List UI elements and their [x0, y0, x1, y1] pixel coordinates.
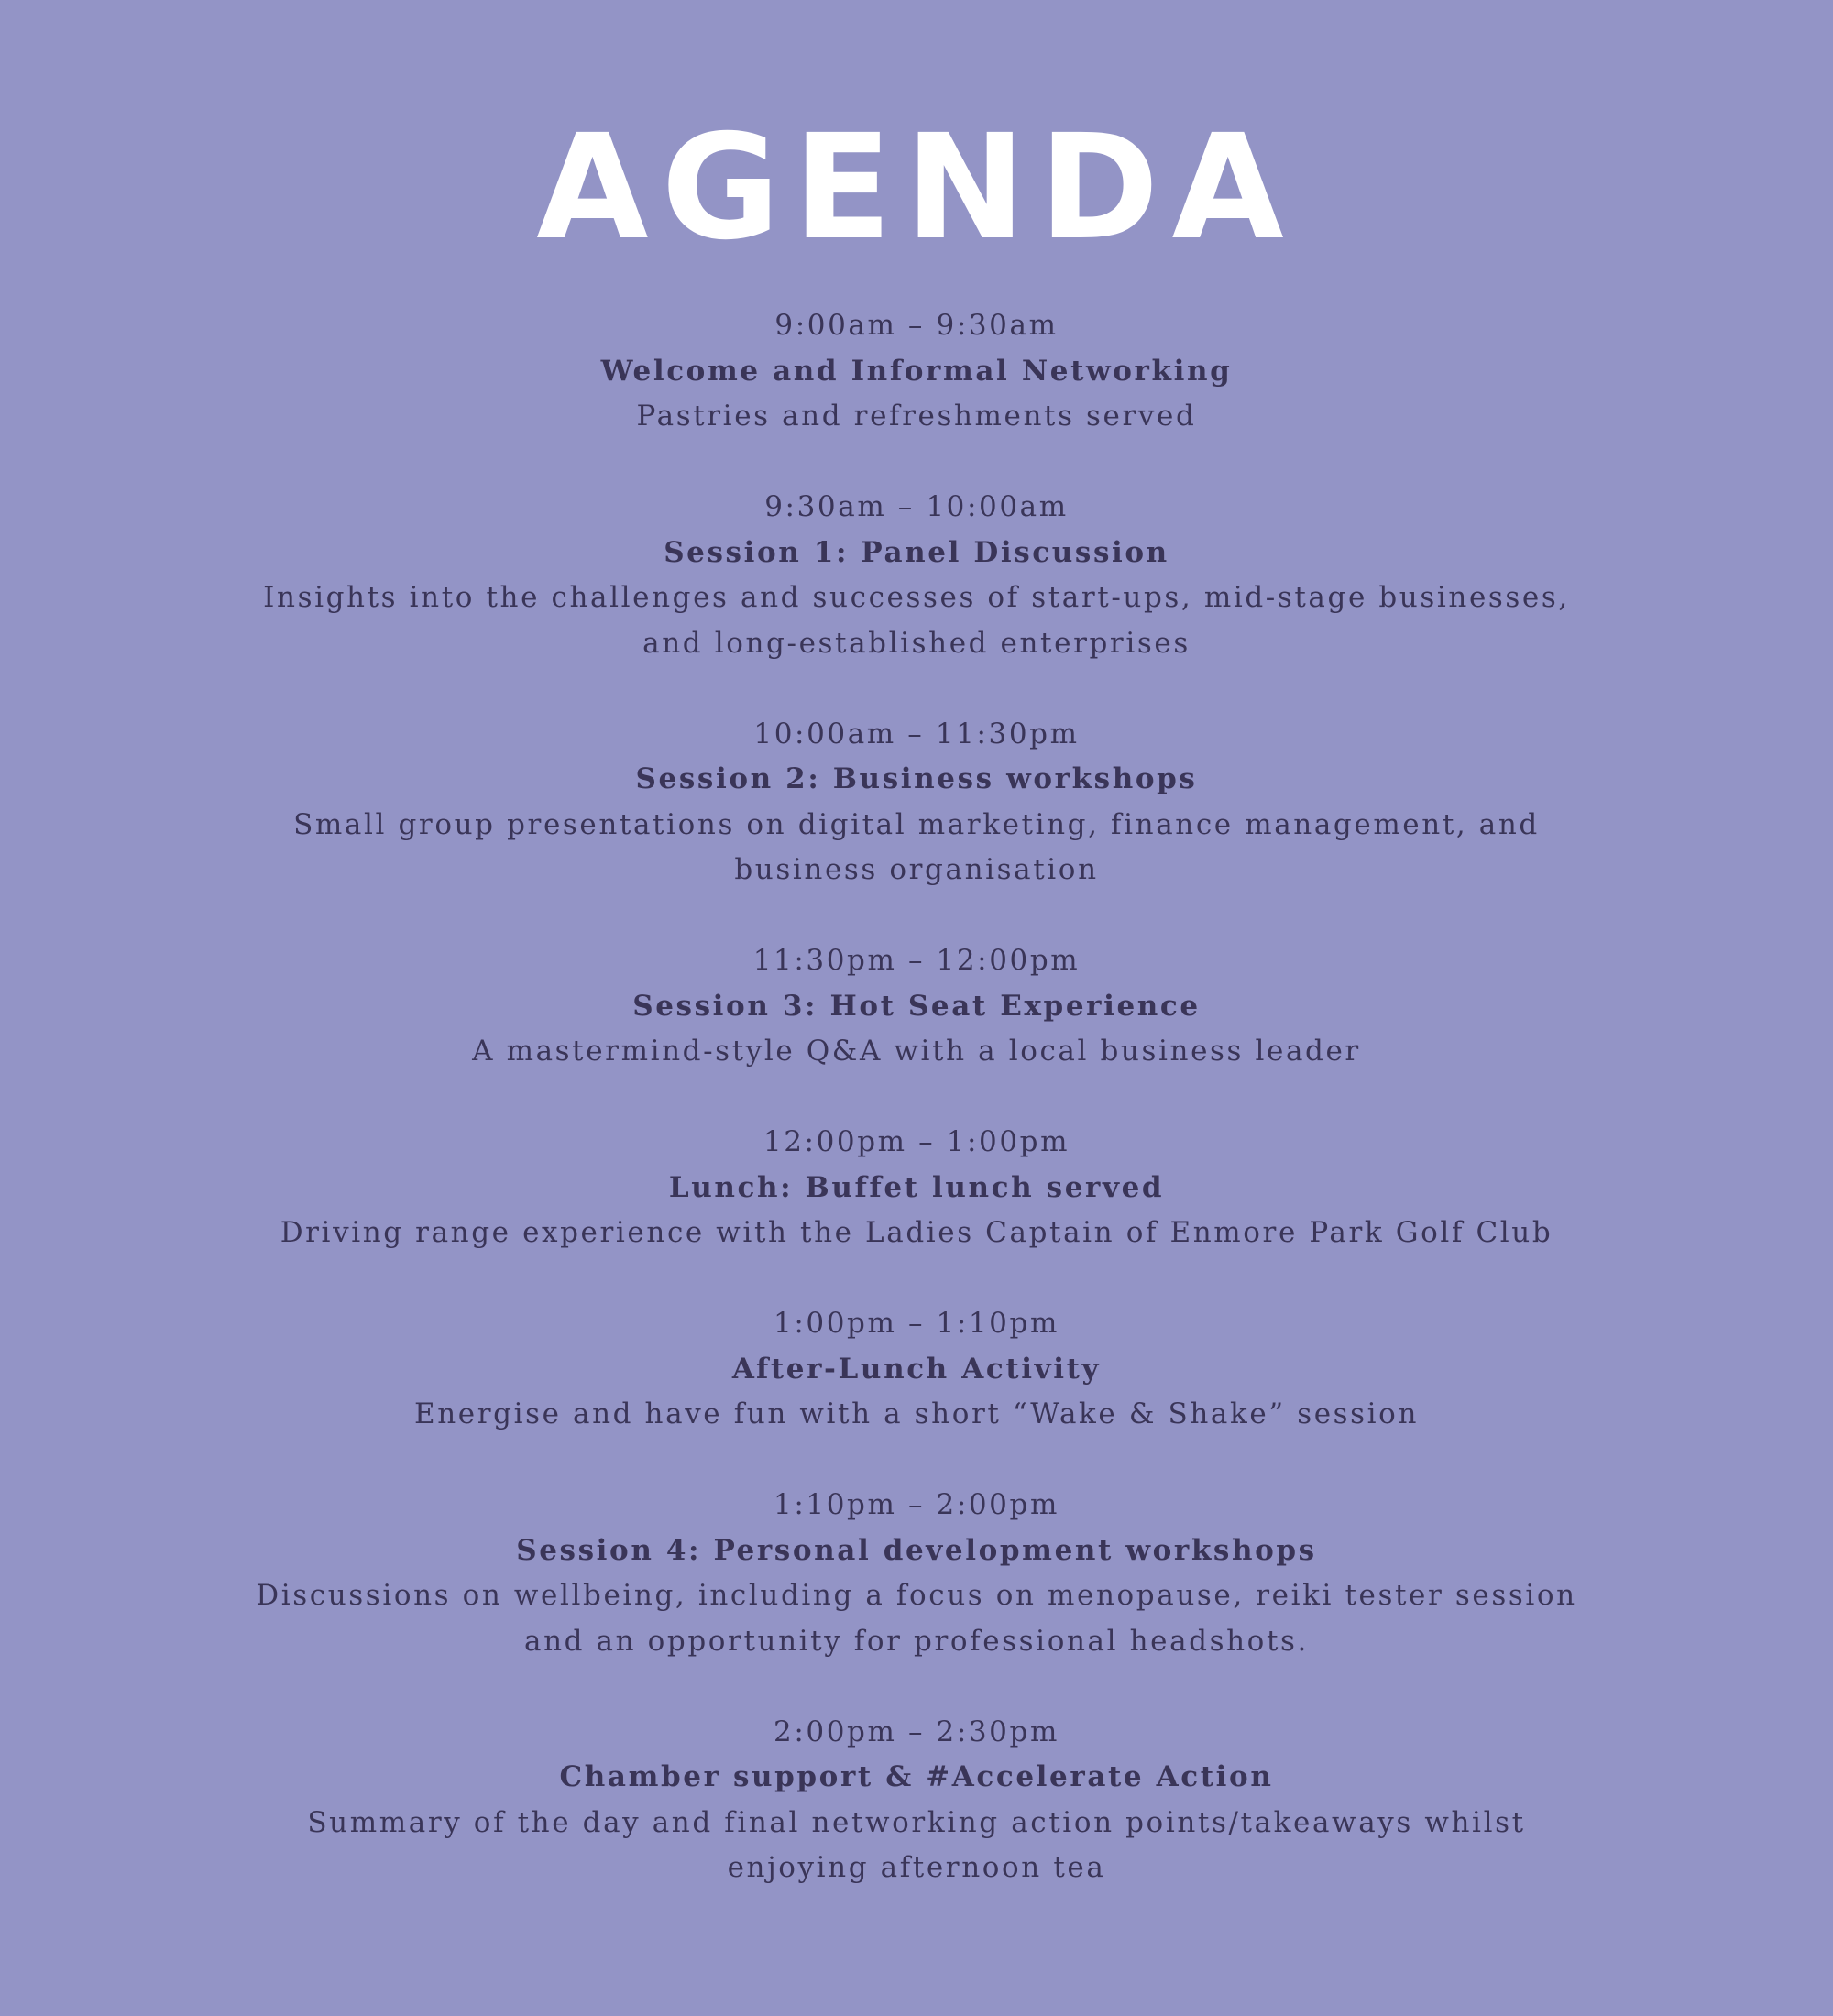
- agenda-description: and an opportunity for professional headshots.: [524, 1624, 1309, 1658]
- agenda-description: Pastries and refreshments served: [636, 400, 1197, 433]
- agenda-heading: Session 4: Personal development workshops: [516, 1533, 1317, 1567]
- agenda-description: Driving range experience with the Ladies Captain of Enmore Park Golf Club: [280, 1216, 1553, 1249]
- agenda-heading: Session 1: Panel Discussion: [664, 535, 1169, 569]
- agenda-item: [229, 1120, 1604, 1256]
- agenda-description: Discussions on wellbeing, including a focus on menopause, reiki tester session: [256, 1579, 1577, 1612]
- agenda-time: 9:00am – 9:30am: [774, 309, 1059, 342]
- agenda-time: 1:00pm – 1:10pm: [774, 1307, 1059, 1340]
- agenda-item: [229, 303, 1604, 440]
- agenda-description: and long-established enterprises: [642, 626, 1191, 660]
- agenda-heading: Lunch: Buffet lunch served: [668, 1170, 1165, 1204]
- agenda-time: 10:00am – 11:30pm: [753, 717, 1080, 751]
- page-title: AGENDA: [536, 104, 1297, 272]
- agenda-list: [229, 303, 1604, 1936]
- agenda-description: Insights into the challenges and successes of start-ups, mid-stage businesses,: [263, 581, 1570, 614]
- agenda-item: [229, 485, 1604, 666]
- agenda-description: Small group presentations on digital marketing, finance management, and: [293, 807, 1540, 841]
- agenda-time: 2:00pm – 2:30pm: [774, 1715, 1059, 1748]
- agenda-description: enjoying afternoon tea: [727, 1851, 1106, 1884]
- agenda-description: Summary of the day and final networking action points/takeaways whilst: [307, 1805, 1526, 1839]
- agenda-item: [229, 938, 1604, 1075]
- agenda-description: business organisation: [734, 853, 1099, 886]
- agenda-time: 12:00pm – 1:00pm: [763, 1125, 1070, 1158]
- agenda-description: Energise and have fun with a short “Wake & Shake” session: [413, 1397, 1420, 1430]
- agenda-time: 9:30am – 10:00am: [764, 490, 1069, 523]
- agenda-heading: After-Lunch Activity: [731, 1352, 1102, 1386]
- agenda-heading: Session 3: Hot Seat Experience: [632, 989, 1201, 1023]
- agenda-time: 11:30pm – 12:00pm: [752, 944, 1081, 977]
- agenda-heading: Chamber support & #Accelerate Action: [559, 1760, 1274, 1793]
- agenda-heading: Session 2: Business workshops: [635, 762, 1198, 795]
- agenda-description: A mastermind-style Q&A with a local business leader: [472, 1035, 1361, 1068]
- agenda-item: [229, 712, 1604, 893]
- agenda-item: [229, 1483, 1604, 1664]
- agenda-item: [229, 1710, 1604, 1891]
- agenda-time: 1:10pm – 2:00pm: [774, 1488, 1059, 1521]
- agenda-heading: Welcome and Informal Networking: [600, 354, 1233, 388]
- agenda-item: [229, 1301, 1604, 1438]
